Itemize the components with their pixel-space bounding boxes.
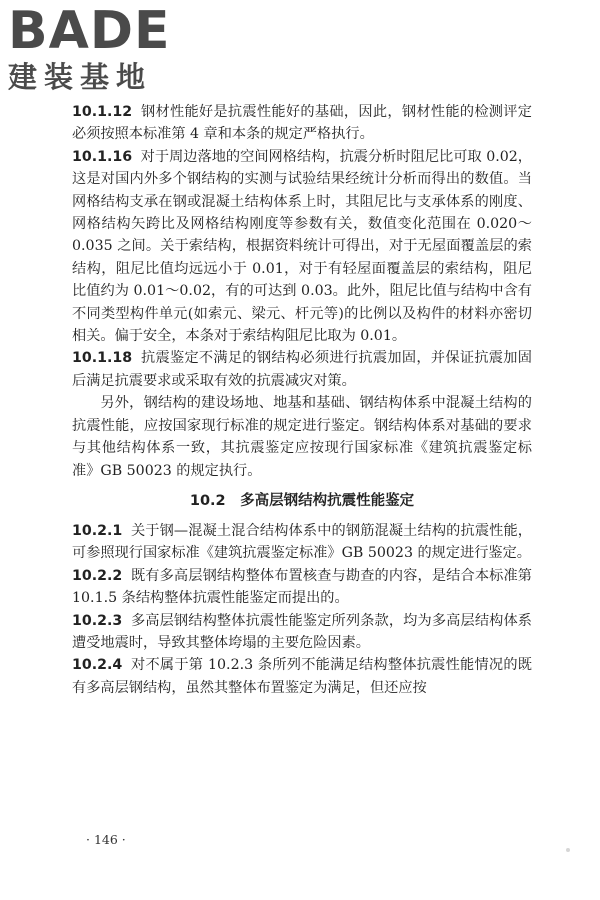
clause-number: 10.1.18 bbox=[72, 350, 133, 367]
clause-10-1-18-continued: 另外，钢结构的建设场地、地基和基础、钢结构体系中混凝土结构的抗震性能，应按国家现行标准的规定进行鉴定。钢结构体系对基础的要求与其他结构体系一致，其抗震鉴定应按现行国家标准《建筑抗震鉴定标准》GB 50023 的规定执行。 bbox=[72, 395, 532, 479]
clause-10-2-3 bbox=[72, 610, 532, 655]
clause-10-1-16 bbox=[72, 146, 532, 348]
clause-10-2-1 bbox=[72, 520, 532, 565]
clause-number: 10.2.2 bbox=[72, 567, 123, 584]
clause-number: 10.2.4 bbox=[72, 657, 123, 674]
clause-text: 关于钢—混凝土混合结构体系中的钢筋混凝土结构的抗震性能，可参照现行国家标准《建筑抗震鉴定标准》GB 50023 的规定进行鉴定。 bbox=[72, 522, 532, 562]
clause-number: 10.2.3 bbox=[72, 612, 123, 629]
clause-10-1-18 bbox=[72, 347, 532, 392]
page-number: · 146 · bbox=[86, 832, 126, 847]
clause-10-2-4 bbox=[72, 654, 532, 699]
clause-10-1-12 bbox=[72, 101, 532, 146]
clause-number: 10.2.1 bbox=[72, 522, 123, 539]
clause-10-2-2 bbox=[72, 565, 532, 610]
clause-text: 对于周边落地的空间网格结构，抗震分析时阻尼比可取 0.02，这是对国内外多个钢结构的实测与试验结果经统计分析而得出的数值。当网格结构支承在钢或混凝土结构体系上时，其阻尼比与支承体系的刚度、网格结构矢跨比及网格结构刚度等参数有关，数值变化范围在 0.020～0.035 之间。关于索结构，根据资料统计可得出，对于无屋面覆盖层的索结构，阻尼比值均远远小于 0.01，对于有轻屋面覆盖层的索结构，阻尼比值约为 0.01～0.02，有的可达到 0.03。此外，阻尼比值与结构中含有不同类型构件单元(如索元、梁元、杆元等)的比例以及构件的材料亦密切相关。偏于安全，本条对于索结构阻尼比取为 0.01。 bbox=[72, 148, 532, 345]
section-title: 10.2 多高层钢结构抗震性能鉴定 bbox=[189, 492, 415, 509]
clause-text: 抗震鉴定不满足的钢结构必须进行抗震加固，并保证抗震加固后满足抗震要求或采取有效的抗震减灾对策。 bbox=[72, 350, 532, 389]
clause-text: 既有多高层钢结构整体布置核查与勘查的内容，是结合本标准第 10.1.5 条结构整体抗震性能鉴定而提出的。 bbox=[72, 567, 532, 607]
clause-number: 10.1.12 bbox=[72, 104, 133, 120]
logo-wordmark: BADE bbox=[8, 1, 171, 61]
logo bbox=[6, 1, 181, 96]
scan-mark bbox=[566, 848, 570, 852]
clause-number: 10.1.16 bbox=[72, 148, 133, 165]
clause-text: 对不属于第 10.2.3 条所列不能满足结构整体抗震性能情况的既有多高层钢结构，虽然其整体布置鉴定为满足，但还应按 bbox=[72, 657, 532, 696]
clause-text: 钢材性能好是抗震性能好的基础，因此，钢材性能的检测评定必须按照本标准第 4 章和本条的规定严格执行。 bbox=[72, 104, 532, 143]
clause-text: 多高层钢结构整体抗震性能鉴定所列条款，均为多高层结构体系遭受地震时，导致其整体垮塌的主要危险因素。 bbox=[72, 612, 532, 651]
page-body bbox=[72, 101, 532, 699]
logo-subtitle: 建装基地 bbox=[8, 60, 153, 94]
